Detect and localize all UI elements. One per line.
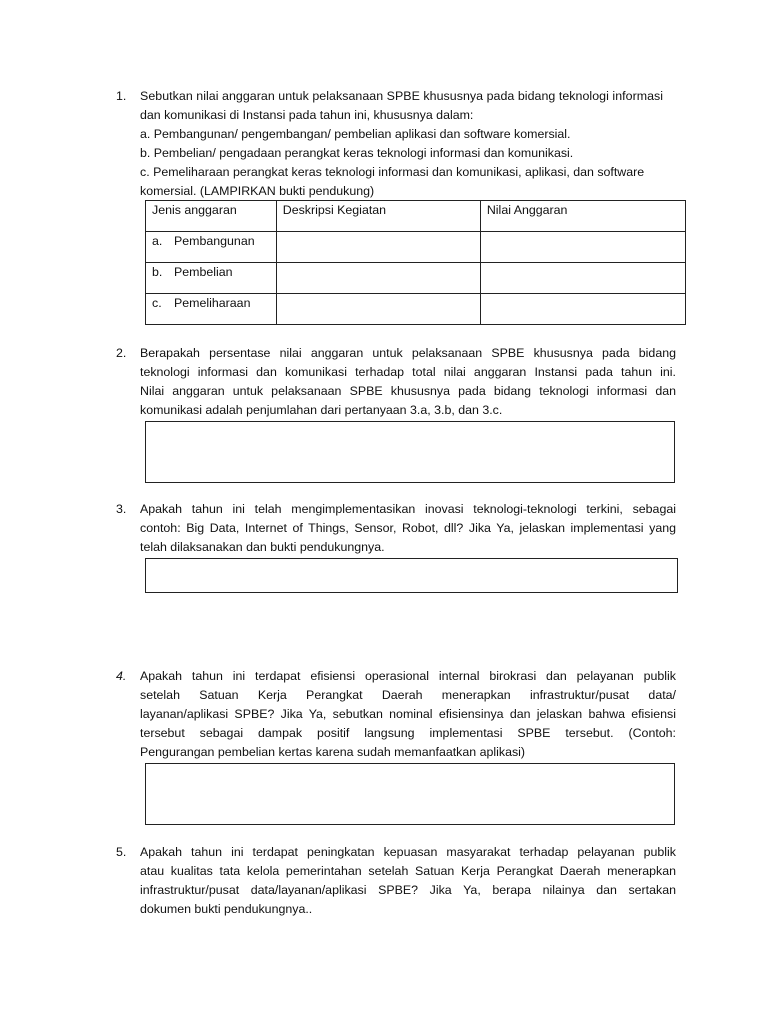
row-label: Pembangunan bbox=[174, 234, 255, 248]
question-text-line: komunikasi adalah penjumlahan dari pertanyaan 3.a, 3.b, dan 3.c. bbox=[140, 403, 503, 417]
deskripsi-kegiatan-cell[interactable] bbox=[276, 294, 480, 325]
question-number: 3. bbox=[116, 502, 127, 516]
table-row bbox=[146, 232, 686, 263]
question-text-line: tersebut sebagai dampak positif langsung implementasi SPBE tersebut. (Contoh: bbox=[140, 726, 676, 740]
question-text-line: komersial. (LAMPIRKAN bukti pendukung) bbox=[140, 184, 375, 198]
row-label: Pemeliharaan bbox=[174, 296, 251, 310]
row-label-cell bbox=[146, 263, 277, 294]
question-text-line: Apakah tahun ini telah mengimplementasikan inovasi teknologi-teknologi terkini, sebagai bbox=[140, 502, 676, 516]
question-text-line: infrastruktur/pusat data/layanan/aplikasi SPBE? Jika Ya, berapa nilainya dan sertakan bbox=[140, 883, 676, 897]
row-key: c. bbox=[152, 296, 162, 310]
row-label-cell bbox=[146, 294, 277, 325]
row-key: a. bbox=[152, 234, 163, 248]
question-number: 5. bbox=[116, 845, 127, 859]
question-text-line: layanan/aplikasi SPBE? Jika Ya, sebutkan nominal efisiensinya dan jelaskan bahwa efisiensi bbox=[140, 707, 676, 721]
question-text-line: c. Pemeliharaan perangkat keras teknologi informasi dan komunikasi, aplikasi, dan software bbox=[140, 165, 645, 179]
question-number: 1. bbox=[116, 89, 127, 103]
question-text-line: Nilai anggaran untuk pelaksanaan SPBE khususnya pada bidang teknologi informasi dan bbox=[140, 384, 676, 398]
question-text-line: dokumen bukti pendukungnya.. bbox=[140, 902, 313, 916]
deskripsi-kegiatan-cell[interactable] bbox=[276, 263, 480, 294]
row-key: b. bbox=[152, 265, 163, 279]
nilai-anggaran-cell[interactable] bbox=[480, 232, 685, 263]
question-text-line: Berapakah persentase nilai anggaran untuk pelaksanaan SPBE khususnya pada bidang bbox=[140, 346, 676, 360]
answer-box-4[interactable] bbox=[145, 763, 675, 825]
answer-box-2[interactable] bbox=[145, 421, 675, 483]
question-text-line: a. Pembangunan/ pengembangan/ pembelian aplikasi dan software komersial. bbox=[140, 127, 571, 141]
question-3 bbox=[116, 500, 676, 557]
question-text-line: Apakah tahun ini terdapat efisiensi operasional internal birokrasi dan pelayanan publik bbox=[140, 669, 676, 683]
header-deskripsi-kegiatan: Deskripsi Kegiatan bbox=[276, 201, 480, 232]
question-number: 4. bbox=[116, 669, 127, 683]
question-text-line: Pengurangan pembelian kertas karena sudah memanfaatkan aplikasi) bbox=[140, 745, 526, 759]
question-text-line: teknologi informasi dan komunikasi terhadap total nilai anggaran Instansi pada tahun ini. bbox=[140, 365, 676, 379]
question-5 bbox=[116, 843, 676, 919]
row-label: Pembelian bbox=[174, 265, 233, 279]
question-text-line: dan komunikasi di Instansi pada tahun ini, khususnya dalam: bbox=[140, 108, 474, 122]
nilai-anggaran-cell[interactable] bbox=[480, 294, 685, 325]
question-text-line: contoh: Big Data, Internet of Things, Sensor, Robot, dll? Jika Ya, jelaskan implementasi yang bbox=[140, 521, 676, 535]
row-label-cell bbox=[146, 232, 277, 263]
question-4 bbox=[116, 667, 676, 762]
deskripsi-kegiatan-cell[interactable] bbox=[276, 232, 480, 263]
question-text-line: atau kualitas tata kelola pemerintahan setelah Satuan Kerja Perangkat Daerah menerapkan bbox=[140, 864, 676, 878]
header-jenis-anggaran: Jenis anggaran bbox=[146, 201, 277, 232]
question-text-line: setelah Satuan Kerja Perangkat Daerah menerapkan infrastruktur/pusat data/ bbox=[140, 688, 676, 702]
question-number: 2. bbox=[116, 346, 127, 360]
nilai-anggaran-cell[interactable] bbox=[480, 263, 685, 294]
question-text-line: telah dilaksanakan dan bukti pendukungnya. bbox=[140, 540, 385, 554]
answer-box-3[interactable] bbox=[145, 558, 678, 593]
question-text-line: Apakah tahun ini terdapat peningkatan kepuasan masyarakat terhadap pelayanan publik bbox=[140, 845, 676, 859]
table-row bbox=[146, 294, 686, 325]
table-header-row bbox=[146, 201, 686, 232]
header-nilai-anggaran: Nilai Anggaran bbox=[480, 201, 685, 232]
question-2 bbox=[116, 344, 676, 420]
budget-table bbox=[145, 200, 686, 325]
question-text-line: b. Pembelian/ pengadaan perangkat keras teknologi informasi dan komunikasi. bbox=[140, 146, 574, 160]
question-1 bbox=[116, 87, 676, 201]
question-text-line: Sebutkan nilai anggaran untuk pelaksanaan SPBE khususnya pada bidang teknologi informasi bbox=[140, 89, 664, 103]
table-row bbox=[146, 263, 686, 294]
